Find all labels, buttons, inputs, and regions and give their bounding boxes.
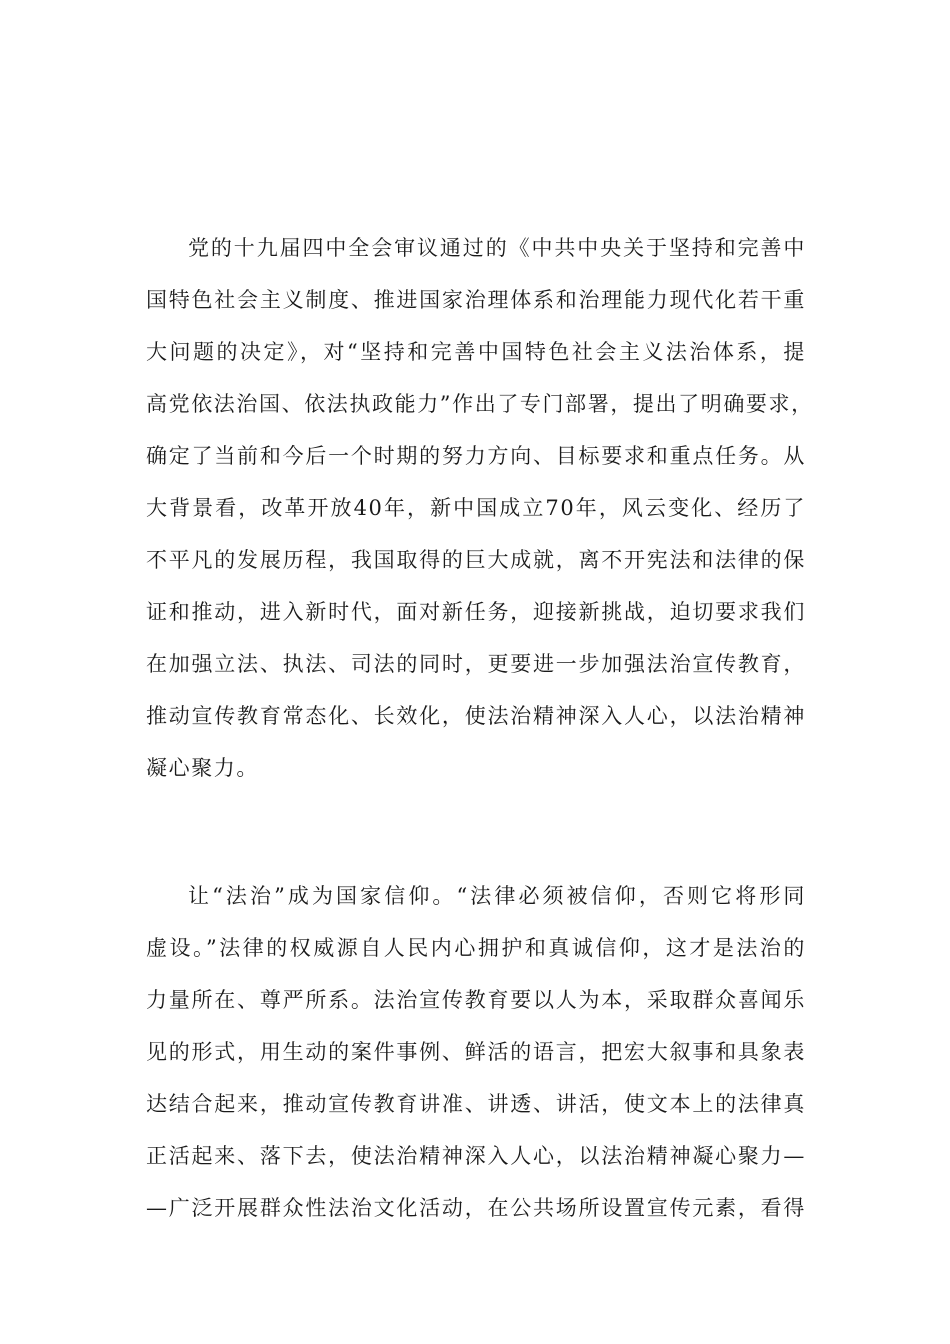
text-line: 见的形式，用生动的案件事例、鲜活的语言，把宏大叙事和具象表 — [146, 1040, 806, 1064]
text-line: 达结合起来，推动宣传教育讲准、讲透、讲活，使文本上的法律真 — [146, 1092, 806, 1116]
text-line: 虚设。”法律的权威源自人民内心拥护和真诚信仰，这才是法治的 — [146, 936, 806, 960]
text-line: 凝心聚力。 — [146, 756, 259, 780]
text-line: 证和推动，进入新时代，面对新任务，迎接新挑战，迫切要求我们 — [146, 600, 806, 624]
paragraph-2 — [146, 870, 806, 1234]
text-line: 高党依法治国、依法执政能力”作出了专门部署，提出了明确要求， — [146, 392, 814, 416]
text-line: 不平凡的发展历程，我国取得的巨大成就，离不开宪法和法律的保 — [146, 548, 806, 572]
text-line: 大背景看，改革开放40年，新中国成立70年，风云变化、经历了 — [146, 496, 806, 520]
paragraph-1 — [146, 222, 814, 794]
text-line: 大问题的决定》，对“坚持和完善中国特色社会主义法治体系，提 — [146, 340, 806, 364]
text-line: 推动宣传教育常态化、长效化，使法治精神深入人心，以法治精神 — [146, 704, 806, 728]
text-line: 确定了当前和今后一个时期的努力方向、目标要求和重点任务。从 — [146, 444, 806, 468]
text-line: —广泛开展群众性法治文化活动，在公共场所设置宣传元素，看得 — [146, 1196, 806, 1220]
text-line: 力量所在、尊严所系。法治宣传教育要以人为本，采取群众喜闻乐 — [146, 988, 806, 1012]
text-line: 在加强立法、执法、司法的同时，更要进一步加强法治宣传教育， — [146, 652, 806, 676]
text-line: 党的十九届四中全会审议通过的《中共中央关于坚持和完善中 — [188, 236, 806, 260]
text-line: 让“法治”成为国家信仰。“法律必须被信仰，否则它将形同 — [188, 884, 806, 908]
text-line: 国特色社会主义制度、推进国家治理体系和治理能力现代化若干重 — [146, 288, 806, 312]
text-line: 正活起来、落下去，使法治精神深入人心，以法治精神凝心聚力— — [146, 1144, 806, 1168]
